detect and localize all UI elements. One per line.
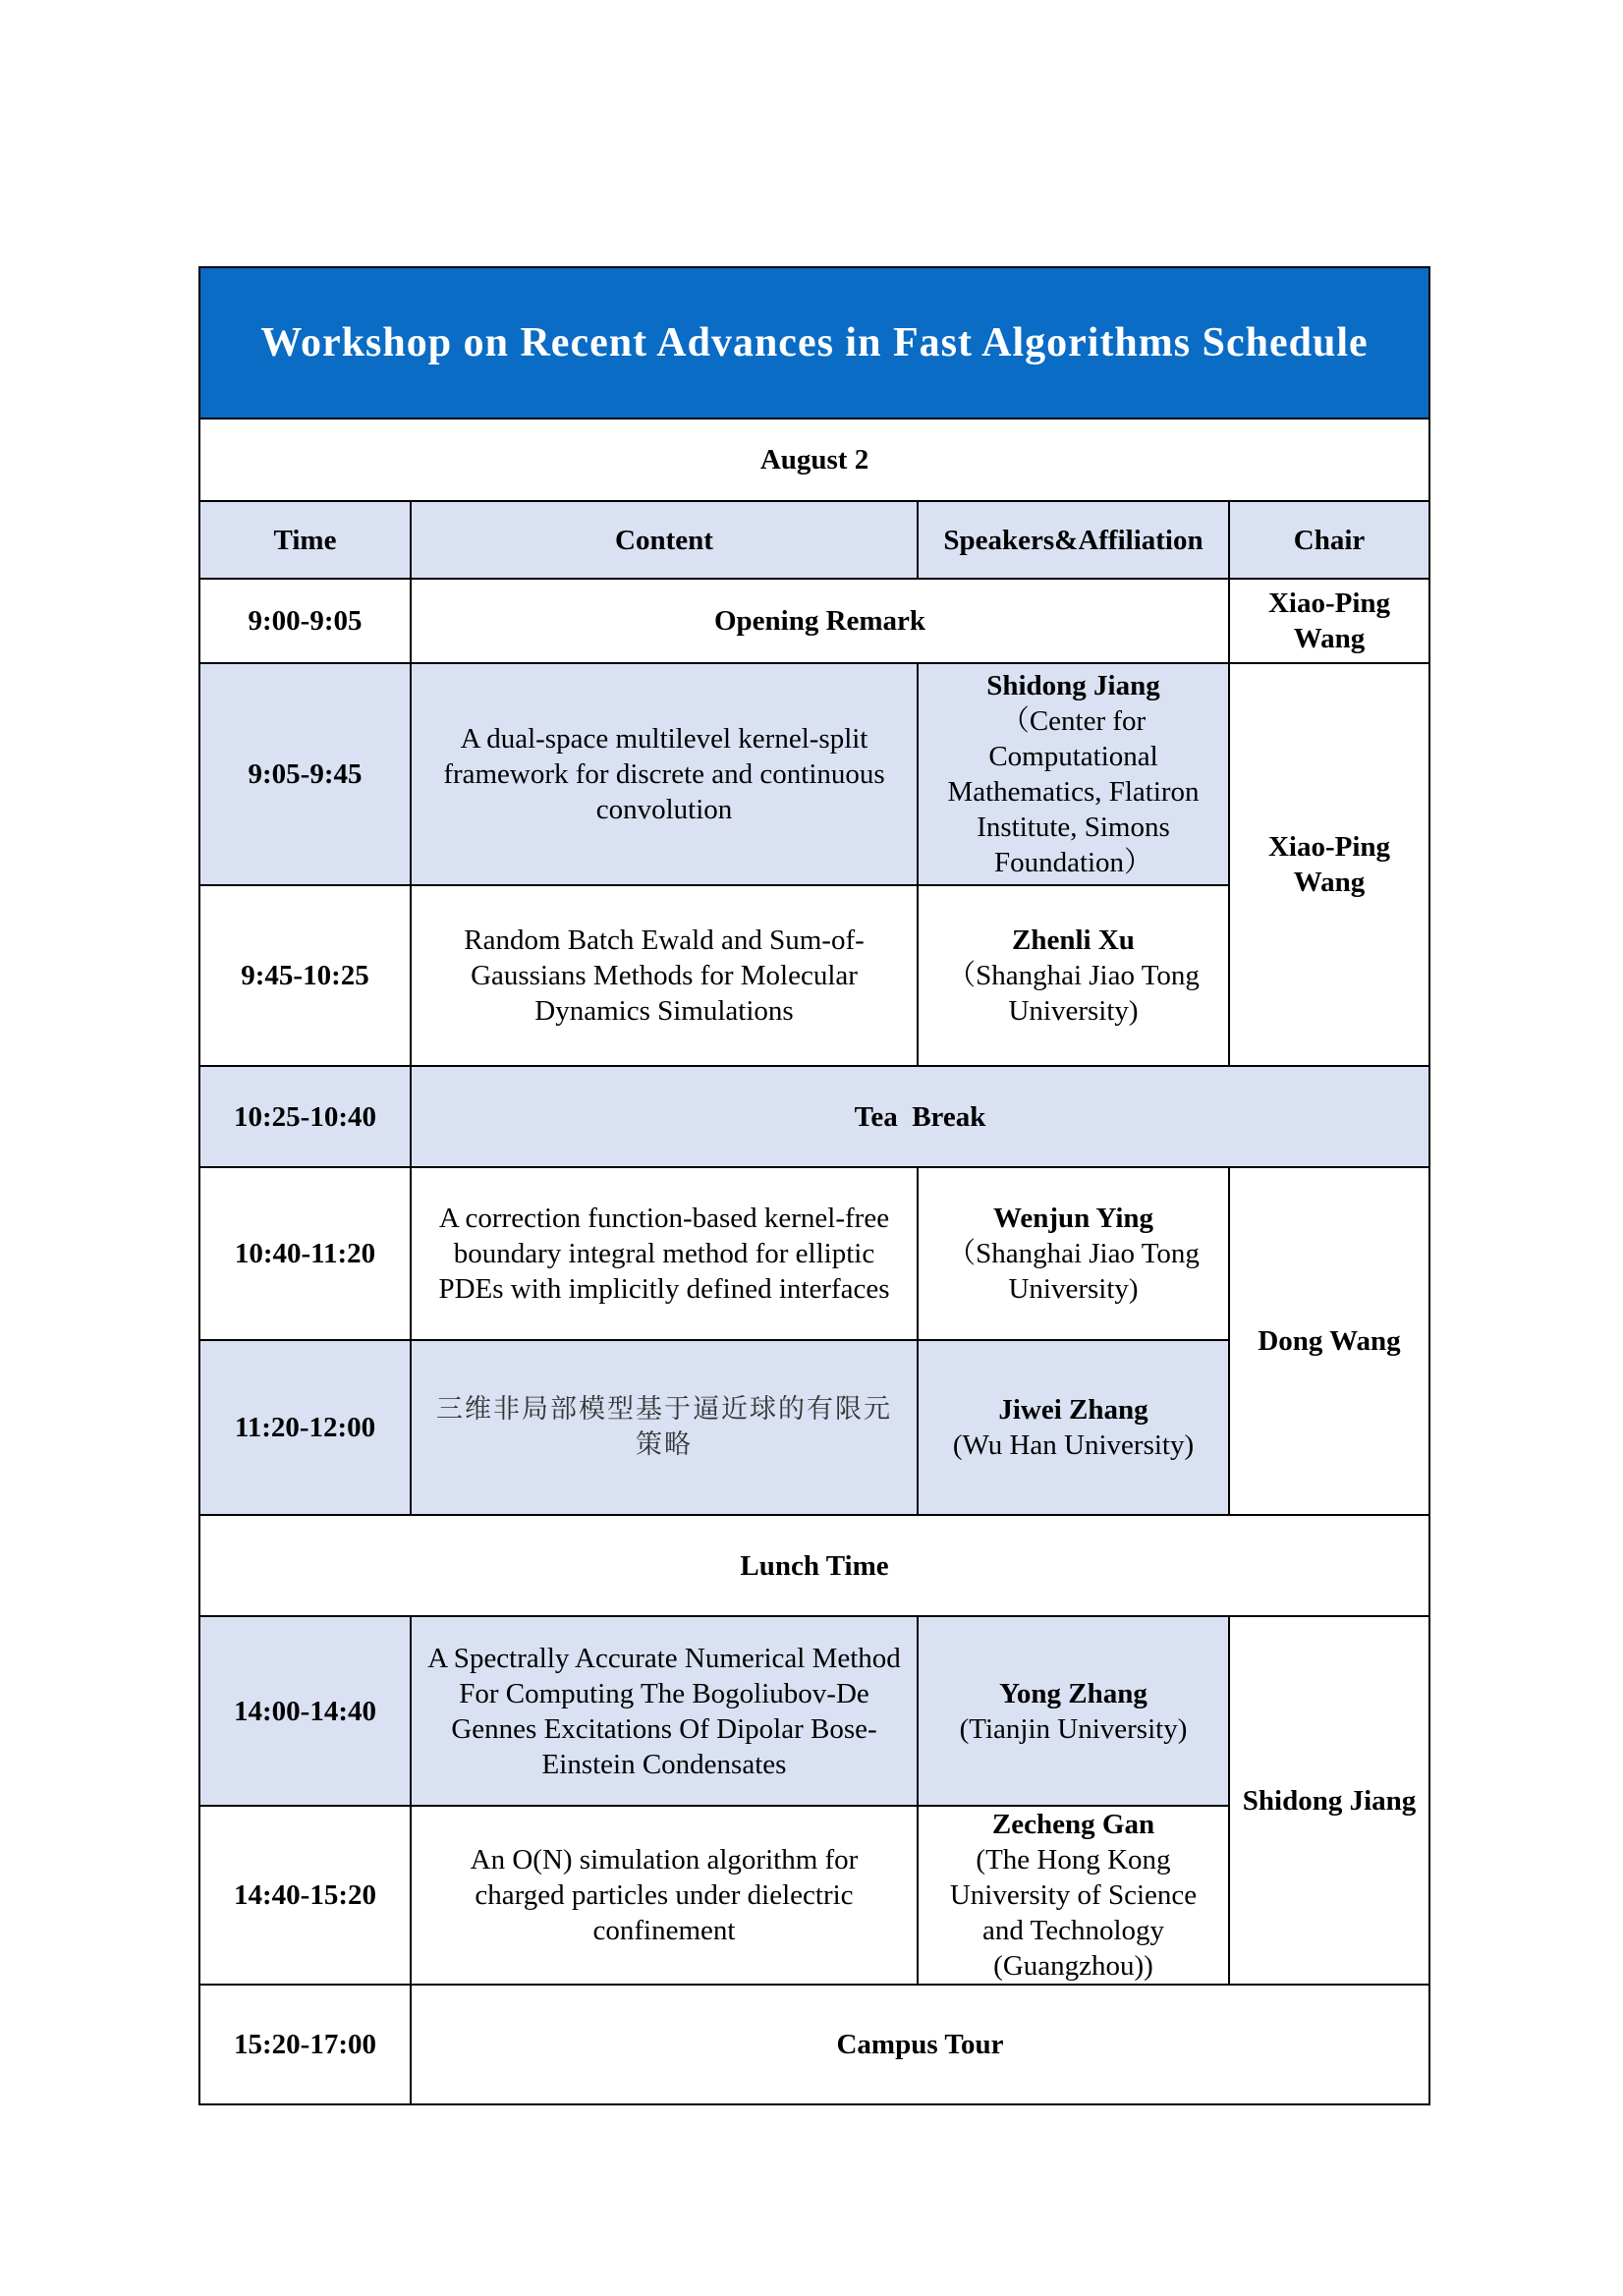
speaker-affiliation: (Tianjin University)	[959, 1712, 1188, 1745]
speaker-affiliation: (The Hong Kong University of Science and Technology (Guangzhou))	[949, 1844, 1198, 1982]
header-content: Content	[411, 501, 918, 579]
time-cell: 15:20-17:00	[199, 1985, 411, 2104]
table-row	[199, 1985, 1429, 2104]
table-row	[199, 1515, 1429, 1616]
speaker-cell	[918, 663, 1229, 885]
content-cell: A dual-space multilevel kernel-split framework for discrete and continuous convolution	[411, 663, 918, 885]
speaker-cell	[918, 1167, 1229, 1340]
header-speakers: Speakers&Affiliation	[918, 501, 1229, 579]
speaker-affiliation: （Center for Computational Mathematics, Flatiron Institute, Simons Foundation）	[947, 705, 1200, 878]
time-cell: 10:25-10:40	[199, 1066, 411, 1167]
table-row	[199, 1167, 1429, 1340]
time-cell: 10:40-11:20	[199, 1167, 411, 1340]
time-cell: 9:05-9:45	[199, 663, 411, 885]
chair-cell: Dong Wang	[1229, 1167, 1429, 1515]
time-cell: 14:40-15:20	[199, 1806, 411, 1985]
speaker-cell	[918, 885, 1229, 1066]
content-cell: Random Batch Ewald and Sum-of-Gaussians Methods for Molecular Dynamics Simulations	[411, 885, 918, 1066]
chair-cell: Xiao-Ping Wang	[1229, 579, 1429, 663]
date-heading: August 2	[199, 419, 1429, 501]
session-cell: Campus Tour	[411, 1985, 1429, 2104]
time-cell: 9:00-9:05	[199, 579, 411, 663]
speaker-name: Jiwei Zhang	[998, 1394, 1148, 1426]
content-cell: 三维非局部模型基于逼近球的有限元策略	[411, 1340, 918, 1515]
speaker-cell	[918, 1340, 1229, 1515]
header-chair: Chair	[1229, 501, 1429, 579]
speaker-affiliation: （Shanghai Jiao Tong University)	[947, 960, 1200, 1027]
table-row	[199, 1066, 1429, 1167]
time-cell: 14:00-14:40	[199, 1616, 411, 1806]
table-row	[199, 1616, 1429, 1806]
content-cell: A Spectrally Accurate Numerical Method For Computing The Bogoliubov-De Gennes Excitations Of Dipolar Bose-Einstein Condensates	[411, 1616, 918, 1806]
content-cell: An O(N) simulation algorithm for charged particles under dielectric confinement	[411, 1806, 918, 1985]
speaker-cell	[918, 1806, 1229, 1985]
time-cell: 9:45-10:25	[199, 885, 411, 1066]
speaker-name: Zecheng Gan	[991, 1809, 1155, 1840]
speaker-name: Zhenli Xu	[1012, 924, 1135, 956]
speaker-affiliation: (Wu Han University)	[952, 1429, 1195, 1461]
speaker-name: Wenjun Ying	[992, 1203, 1154, 1234]
content-cell: A correction function-based kernel-free boundary integral method for elliptic PDEs with implicitly defined interfaces	[411, 1167, 918, 1340]
session-cell: Lunch Time	[199, 1515, 1429, 1616]
table-row	[199, 579, 1429, 663]
table-row	[199, 663, 1429, 885]
speaker-name: Shidong Jiang	[986, 670, 1160, 701]
chair-cell: Shidong Jiang	[1229, 1616, 1429, 1985]
speaker-affiliation: （Shanghai Jiao Tong University)	[947, 1238, 1200, 1305]
speaker-cell	[918, 1616, 1229, 1806]
chair-cell: Xiao-Ping Wang	[1229, 663, 1429, 1066]
header-time: Time	[199, 501, 411, 579]
schedule-table	[198, 266, 1430, 2105]
session-cell: Opening Remark	[411, 579, 1229, 663]
session-cell: Tea Break	[411, 1066, 1429, 1167]
schedule-title: Workshop on Recent Advances in Fast Algorithms Schedule	[199, 267, 1429, 419]
speaker-name: Yong Zhang	[999, 1677, 1147, 1709]
time-cell: 11:20-12:00	[199, 1340, 411, 1515]
